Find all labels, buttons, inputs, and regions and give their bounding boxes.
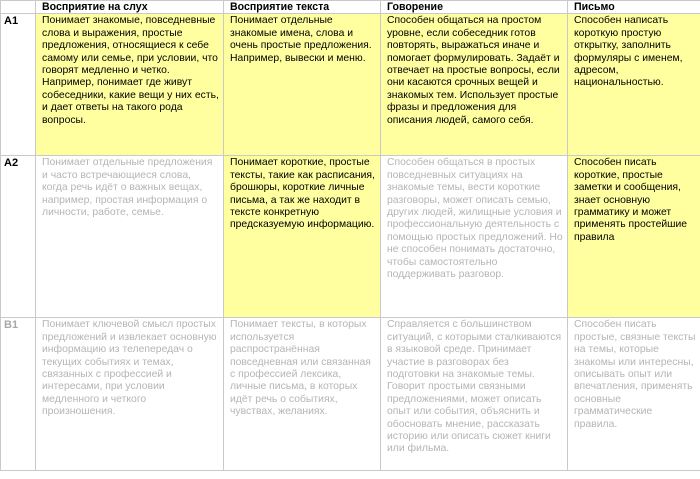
cell-a2-writing: Способен писать короткие, простые заметки и сообщения, знает основную грамматику и может применять простейшие правила (568, 156, 700, 318)
level-label-a2: A2 (1, 156, 36, 318)
cell-b1-reading: Понимает тексты, в которых используется распространённая повседневная или связанная с профессией лексика, личные письма, в которых идёт речь о событиях, чувствах, желаниях. (224, 318, 381, 471)
table-row-b1 (1, 318, 700, 471)
cell-a2-reading: Понимает короткие, простые тексты, такие как расписания, брошюры, короткие личные письма, а так же находит в тексте конкретную предсказуемую информацию. (224, 156, 381, 318)
cell-a1-reading: Понимает отдельные знакомые имена, слова и очень простые предложения. Например, вывески и меню. (224, 14, 381, 156)
cell-a1-listening: Понимает знакомые, повседневные слова и выражения, простые предложения, относящиеся к себе самому или семье, при условии, что говорят медленно и четко. Например, понимает где живут собеседники, какие вещи у них есть, и дает ответы на такого рода вопросы. (36, 14, 224, 156)
table-row-a2 (1, 156, 700, 318)
cell-b1-speaking: Справляется с большинством ситуаций, с которыми сталкиваются в языковой среде. Принимает участие в разговорах без подготовки на знакомые темы. Говорит простыми связными предложениями, может описать опыт или события, объяснить и обосновать мнение, рассказать историю или описать сюжет книги или фильма. (381, 318, 568, 471)
header-reading: Восприятие текста (224, 1, 381, 14)
table-row-a1 (1, 14, 700, 156)
header-speaking: Говорение (381, 1, 568, 14)
cell-a2-speaking: Способен общаться в простых повседневных ситуациях на знакомые темы, вести короткие разговоры, может описать семью, других людей, жилищные условия и профессиональную деятельность с помощью простых предложений. Но не способен понимать достаточно, чтобы самостоятельно поддерживать разговор. (381, 156, 568, 318)
cell-a1-speaking: Способен общаться на простом уровне, если собеседник готов повторять, выражаться иначе и помогает формулировать. Задаёт и отвечает на простые вопросы, если они касаются срочных вещей и знакомых тем. Использует простые фразы и предложения для описания людей, самого себя. (381, 14, 568, 156)
cell-a1-writing: Способен написать короткую простую открытку, заполнить формуляры с именем, адресом, национальностью. (568, 14, 700, 156)
header-listening: Восприятие на слух (36, 1, 224, 14)
level-label-a1: A1 (1, 14, 36, 156)
header-writing: Письмо (568, 1, 700, 14)
level-label-b1: B1 (1, 318, 36, 471)
header-corner (1, 1, 36, 14)
cell-a2-listening: Понимает отдельные предложения и часто встречающиеся слова, когда речь идёт о важных вещах, например, простая информация о личности, работе, семье. (36, 156, 224, 318)
cell-b1-writing: Способен писать простые, связные тексты на темы, которые знакомы или интересны, описывать опыт или впечатления, применять основные грамматические правила. (568, 318, 700, 471)
header-row (1, 1, 700, 14)
cell-b1-listening: Понимает ключевой смысл простых предложений и извлекает основную информацию из телепередач о текущих событиях и темах, связанных с профессией и интересами, при условии медленного и четкого произношения. (36, 318, 224, 471)
